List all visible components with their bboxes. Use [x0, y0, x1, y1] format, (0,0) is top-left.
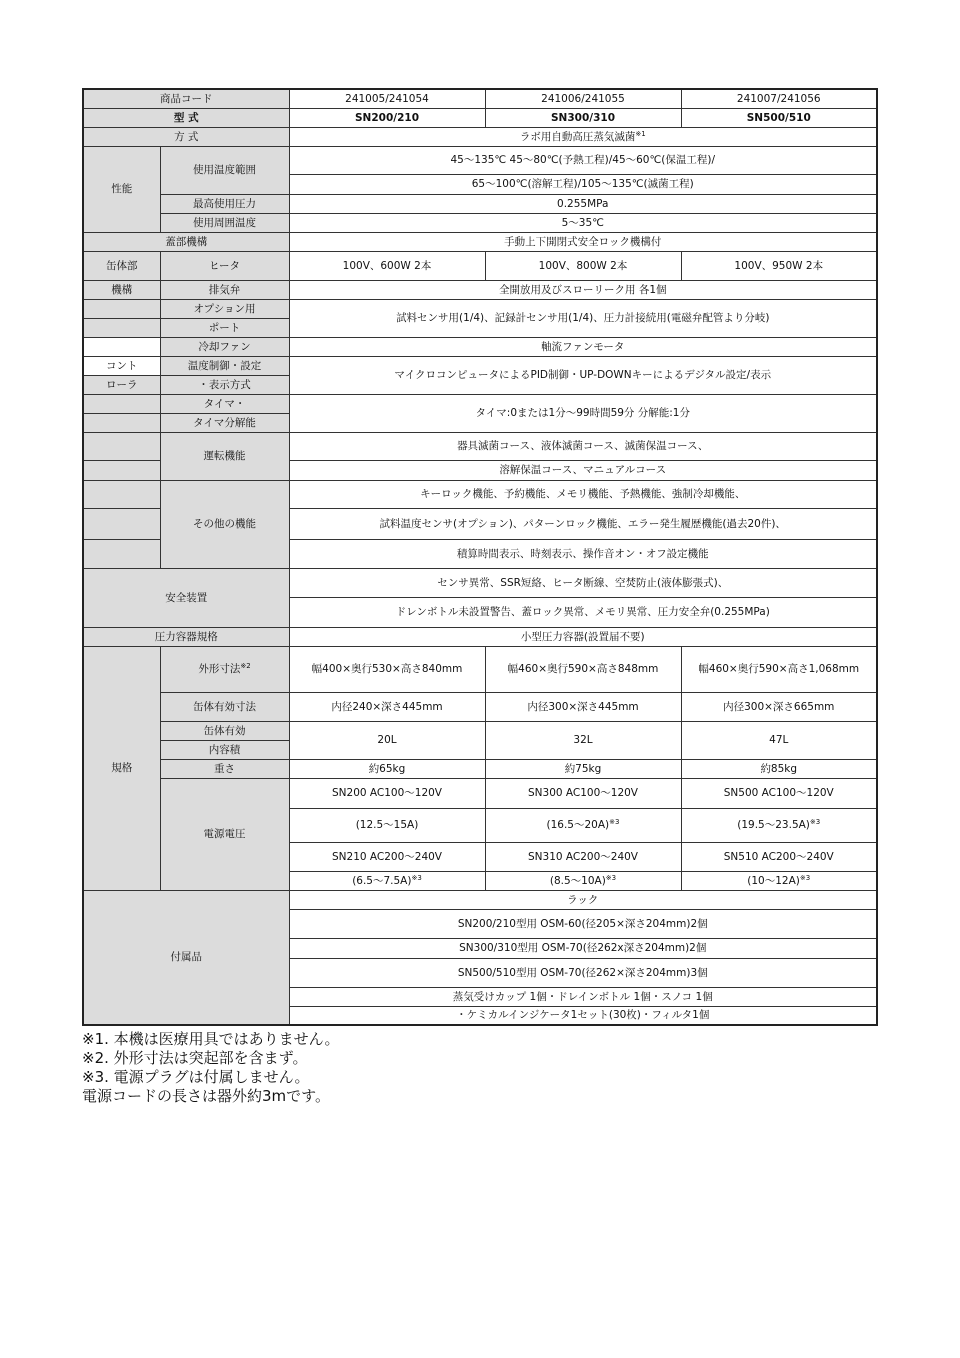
temp-control-label: 温度制御・設定: [160, 356, 289, 375]
heater-value: 100V、950W 2本: [681, 251, 877, 280]
weight-value: 約85kg: [681, 759, 877, 778]
pressure-vessel-label: 圧力容器規格: [83, 627, 289, 646]
blank-cell: [83, 480, 160, 508]
power-100v: SN300 AC100〜120V: [485, 778, 681, 808]
temp-range-line2: 65〜100℃(溶解工程)/105〜135℃(滅菌工程): [289, 174, 877, 194]
spec-table: [82, 88, 878, 1026]
option-port-label-2: ポート: [160, 318, 289, 337]
blank-cell: [83, 539, 160, 568]
lid-mechanism-value: 手動上下開閉式安全ロック機構付: [289, 232, 877, 251]
spec-sheet: [82, 88, 876, 1026]
safety-label: 安全装置: [83, 568, 289, 627]
power-100v: SN500 AC100〜120V: [681, 778, 877, 808]
blank-cell: [83, 299, 160, 318]
product-code: 241005/241054: [289, 89, 485, 108]
temp-control-label-2: ・表示方式: [160, 375, 289, 394]
product-code: 241006/241055: [485, 89, 681, 108]
accessory-item: SN500/510型用 OSM-70(径262×深さ204mm)3個: [289, 958, 877, 987]
mechanism-label: 機構: [83, 280, 160, 299]
effective-dimensions-value: 内径240×深さ445mm: [289, 692, 485, 721]
current-100v: (12.5〜15A): [289, 808, 485, 842]
controller-label: コント: [83, 356, 160, 375]
model-name: SN300/310: [485, 108, 681, 127]
blank-cell: [83, 394, 160, 413]
dimensions-value: 幅460×奥行590×高さ1,068mm: [681, 646, 877, 692]
method-label: 方 式: [83, 127, 289, 146]
cooling-fan-value: 軸流ファンモータ: [289, 337, 877, 356]
safety-line2: ドレンボトル未設置警告、蓋ロック異常、メモリ異常、圧力安全弁(0.255MPa): [289, 597, 877, 627]
weight-value: 約75kg: [485, 759, 681, 778]
vessel-label: 缶体部: [83, 251, 160, 280]
ambient-temp-value: 5〜35℃: [289, 213, 877, 232]
effective-dimensions-label: 缶体有効寸法: [160, 692, 289, 721]
model-name: SN200/210: [289, 108, 485, 127]
pressure-vessel-value: 小型圧力容器(設置届不要): [289, 627, 877, 646]
other-functions-label: その他の機能: [160, 480, 289, 568]
effective-dimensions-value: 内径300×深さ665mm: [681, 692, 877, 721]
blank-cell: [83, 337, 160, 356]
current-200v: (6.5〜7.5A)$^{※3}$: [289, 871, 485, 890]
blank-cell: [83, 508, 160, 539]
product-code: 241007/241056: [681, 89, 877, 108]
max-pressure-value: 0.255MPa: [289, 194, 877, 213]
other-functions-line2: 試料温度センサ(オプション)、パターンロック機能、エラー発生履歴機能(過去20件)、: [289, 508, 877, 539]
exhaust-valve-value: 全開放用及びスローリーク用 各1個: [289, 280, 877, 299]
model-name: SN500/510: [681, 108, 877, 127]
timer-label: タイマ・: [160, 394, 289, 413]
accessory-item: SN200/210型用 OSM-60(径205×深さ204mm)2個: [289, 909, 877, 938]
exhaust-valve-label: 排気弁: [160, 280, 289, 299]
current-200v: (8.5〜10A)$^{※3}$: [485, 871, 681, 890]
accessory-item: SN300/310型用 OSM-70(径262x深さ204mm)2個: [289, 938, 877, 958]
method-value: ラボ用自動高圧蒸気滅菌$^{※1}$: [289, 127, 877, 146]
ambient-temp-label: 使用周囲温度: [160, 213, 289, 232]
effective-dimensions-value: 内径300×深さ445mm: [485, 692, 681, 721]
footnote: ※3. 電源プラグは付属しません。: [82, 1068, 310, 1086]
footnote: ※1. 本機は医療用具ではありません。: [82, 1030, 340, 1048]
model-label: 型 式: [83, 108, 289, 127]
operation-label: 運転機能: [160, 432, 289, 480]
timer-value: タイマ:0または1分〜99時間59分 分解能:1分: [289, 394, 877, 432]
other-functions-line3: 積算時間表示、時刻表示、操作音オン・オフ設定機能: [289, 539, 877, 568]
footnote: 電源コードの長さは器外約3mです。: [82, 1087, 330, 1105]
accessory-item: 蒸気受けカップ 1個・ドレインボトル 1個・スノコ 1個: [289, 987, 877, 1006]
power-100v: SN200 AC100〜120V: [289, 778, 485, 808]
heater-value: 100V、600W 2本: [289, 251, 485, 280]
temp-range-line1: 45〜135℃ 45〜80℃(予熱工程)/45〜60℃(保温工程)/: [289, 146, 877, 174]
heater-value: 100V、800W 2本: [485, 251, 681, 280]
specs-label: 規格: [83, 646, 160, 890]
weight-label: 重さ: [160, 759, 289, 778]
power-200v: SN510 AC200〜240V: [681, 842, 877, 871]
volume-value: 20L: [289, 721, 485, 759]
operation-line2: 溶解保温コース、マニュアルコース: [289, 460, 877, 480]
operation-line1: 器具滅菌コース、液体滅菌コース、滅菌保温コース、: [289, 432, 877, 460]
power-200v: SN310 AC200〜240V: [485, 842, 681, 871]
volume-value: 47L: [681, 721, 877, 759]
dimensions-value: 幅400×奥行530×高さ840mm: [289, 646, 485, 692]
dimensions-label: 外形寸法$^{※2}$: [160, 646, 289, 692]
accessory-item: ラック: [289, 890, 877, 909]
option-port-label: オプション用: [160, 299, 289, 318]
current-100v: (16.5〜20A)$^{※3}$: [485, 808, 681, 842]
weight-value: 約65kg: [289, 759, 485, 778]
blank-cell: [83, 413, 160, 432]
blank-cell: [83, 318, 160, 337]
safety-line1: センサ異常、SSR短絡、ヒータ断線、空焚防止(液体膨張式)、: [289, 568, 877, 597]
accessory-item: ・ケミカルインジケータ1セット(30枚)・フィルタ1個: [289, 1006, 877, 1025]
power-label: 電源電圧: [160, 778, 289, 890]
timer-label-2: タイマ分解能: [160, 413, 289, 432]
current-200v: (10〜12A)$^{※3}$: [681, 871, 877, 890]
temp-control-value: マイクロコンピュータによるPID制御・UP-DOWNキーによるデジタル設定/表示: [289, 356, 877, 394]
max-pressure-label: 最高使用圧力: [160, 194, 289, 213]
temp-range-label: 使用温度範囲: [160, 146, 289, 194]
footnote: ※2. 外形寸法は突起部を含まず。: [82, 1049, 308, 1067]
other-functions-line1: キーロック機能、予約機能、メモリ機能、予熱機能、強制冷却機能、: [289, 480, 877, 508]
dimensions-value: 幅460×奥行590×高さ848mm: [485, 646, 681, 692]
controller-label-2: ローラ: [83, 375, 160, 394]
blank-cell: [83, 460, 160, 480]
footnotes: [82, 1030, 340, 1106]
accessories-label: 付属品: [83, 890, 289, 1025]
volume-value: 32L: [485, 721, 681, 759]
power-200v: SN210 AC200〜240V: [289, 842, 485, 871]
volume-label-2: 内容積: [160, 740, 289, 759]
volume-label: 缶体有効: [160, 721, 289, 740]
blank-cell: [83, 432, 160, 460]
option-port-value: 試料センサ用(1/4)、記録計センサ用(1/4)、圧力計接続用(電磁弁配管より分岐): [289, 299, 877, 337]
current-100v: (19.5〜23.5A)$^{※3}$: [681, 808, 877, 842]
heater-label: ヒータ: [160, 251, 289, 280]
cooling-fan-label: 冷却ファン: [160, 337, 289, 356]
lid-mechanism-label: 蓋部機構: [83, 232, 289, 251]
performance-label: 性能: [83, 146, 160, 232]
product-code-label: 商品コード: [83, 89, 289, 108]
